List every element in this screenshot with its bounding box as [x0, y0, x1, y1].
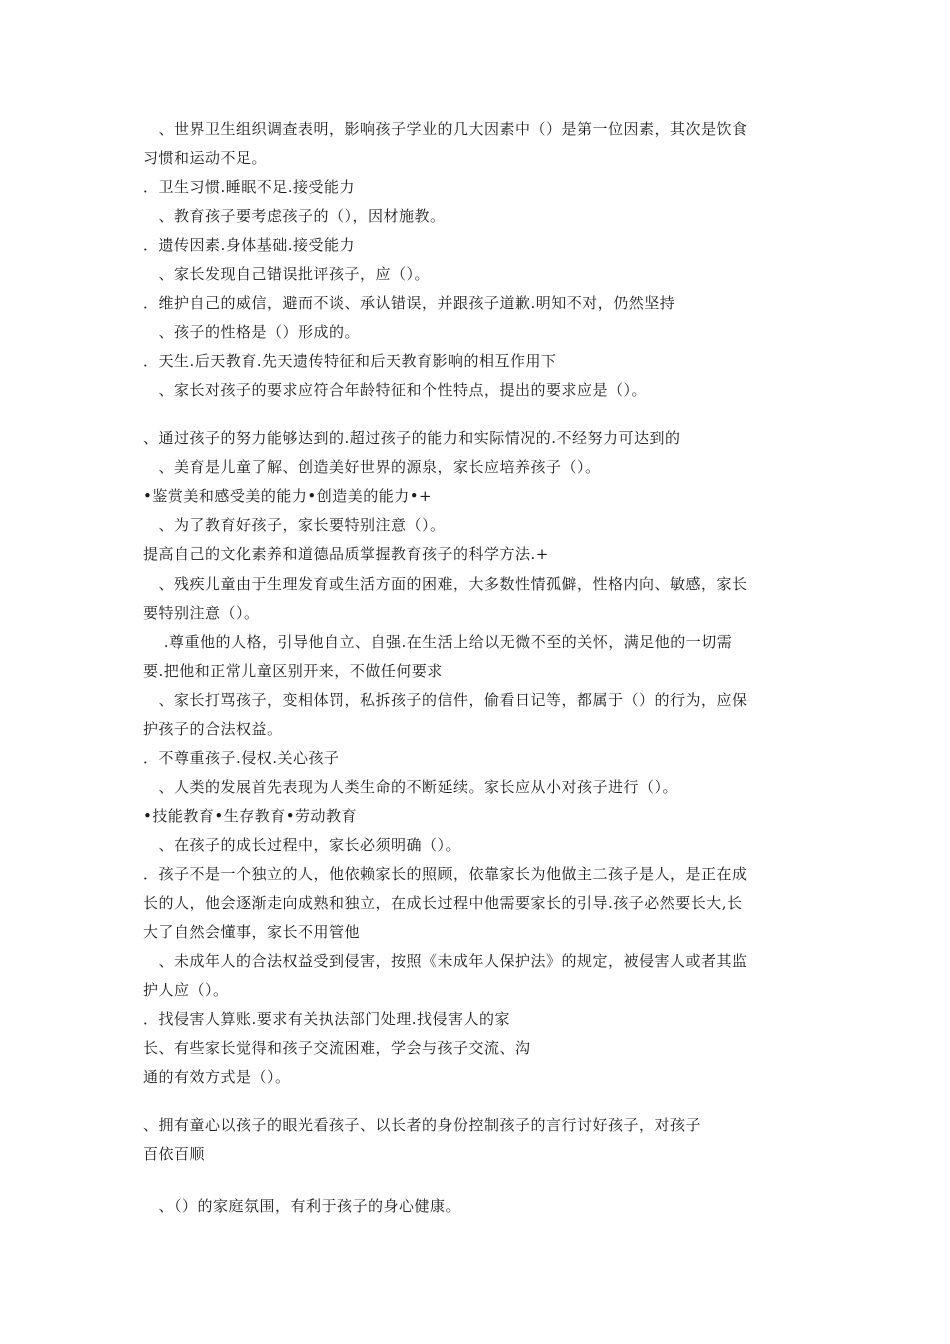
text-line: 、家长发现自己错误批评孩子，应（）。 [143, 265, 431, 283]
text-line: ．天生.后天教育.先天遗传特征和后天教育影响的相互作用下 [143, 352, 557, 370]
text-line: 要.把他和正常儿童区别开来，不做任何要求 [143, 662, 443, 680]
text-line: ．找侵害人算账.要求有关执法部门处理.找侵害人的家 [143, 1010, 511, 1028]
text-line: 护孩子的合法权益。 [143, 720, 283, 738]
text-line: 提高自己的文化素养和道德品质掌握教育孩子的科学方法.+ [143, 545, 549, 563]
text-line: 长、有些家长觉得和孩子交流困难，学会与孩子交流、沟 [143, 1039, 531, 1057]
text-line: ．维护自己的威信，避而不谈、承认错误，并跟孩子道歉.明知不对，仍然坚持 [143, 294, 676, 312]
text-line: 、教育孩子要考虑孩子的（），因材施教。 [143, 207, 446, 225]
text-line: 、人类的发展首先表现为人类生命的不断延续。家长应从小对孩子进行（）。 [143, 778, 679, 796]
text-line: 、世界卫生组织调查表明，影响孩子学业的几大因素中（）是第一位因素，其次是饮食 [143, 120, 748, 138]
text-line: 通的有效方式是（）。 [143, 1068, 291, 1086]
text-line: 要特别注意（）。 [143, 604, 260, 622]
text-line: ．卫生习惯.睡眠不足.接受能力 [143, 178, 356, 196]
text-line: 大了自然会懂事，家长不用管他 [143, 923, 361, 941]
text-line: 、家长打骂孩子，变相体罚，私拆孩子的信件，偷看日记等，都属于（）的行为，应保 [143, 691, 748, 709]
text-line: 、孩子的性格是（）形成的。 [143, 323, 361, 341]
text-line: 、美育是儿童了解、创造美好世界的源泉，家长应培养孩子（）。 [143, 458, 601, 476]
text-line: 、未成年人的合法权益受到侵害，按照《未成年人保护法》的规定，被侵害人或者其监 [143, 952, 748, 970]
text-line: 、通过孩子的努力能够达到的.超过孩子的能力和实际情况的.不经努力可达到的 [143, 429, 681, 447]
text-line: 百依百顺 [143, 1145, 206, 1163]
text-line: 长的人，他会逐渐走向成熟和独立，在成长过程中他需要家长的引导.孩子必然要长大,长 [143, 894, 743, 912]
text-line: •鉴赏美和感受美的能力•创造美的能力•+ [143, 487, 433, 505]
text-line: ．孩子不是一个独立的人，他依赖家长的照顾，依靠家长为他做主二孩子是人，是正在成 [143, 865, 748, 883]
text-line: ．不尊重孩子.侵权.关心孩子 [143, 749, 340, 767]
text-line: 、残疾儿童由于生理发育或生活方面的困难，大多数性情孤僻，性格内向、敏感，家长 [143, 575, 748, 593]
text-line: 、家长对孩子的要求应符合年龄特征和个性特点，提出的要求应是（）。 [143, 381, 648, 399]
text-line: .尊重他的人格，引导他自立、自强.在生活上给以无微不至的关怀，满足他的一切需 [143, 633, 733, 651]
text-line: 、（）的家庭氛围，有利于孩子的身心健康。 [143, 1197, 462, 1215]
text-line: ．遗传因素.身体基础.接受能力 [143, 236, 356, 254]
text-line: 、在孩子的成长过程中，家长必须明确（）。 [143, 836, 462, 854]
text-line: 、为了教育好孩子，家长要特别注意（）。 [143, 516, 446, 534]
text-line: 习惯和运动不足。 [143, 149, 268, 167]
text-line: •技能教育•生存教育•劳动教育 [143, 807, 358, 825]
text-line: 护人应（）。 [143, 981, 229, 999]
text-line: 、拥有童心以孩子的眼光看孩子、以长者的身份控制孩子的言行讨好孩子，对孩子 [143, 1116, 702, 1134]
